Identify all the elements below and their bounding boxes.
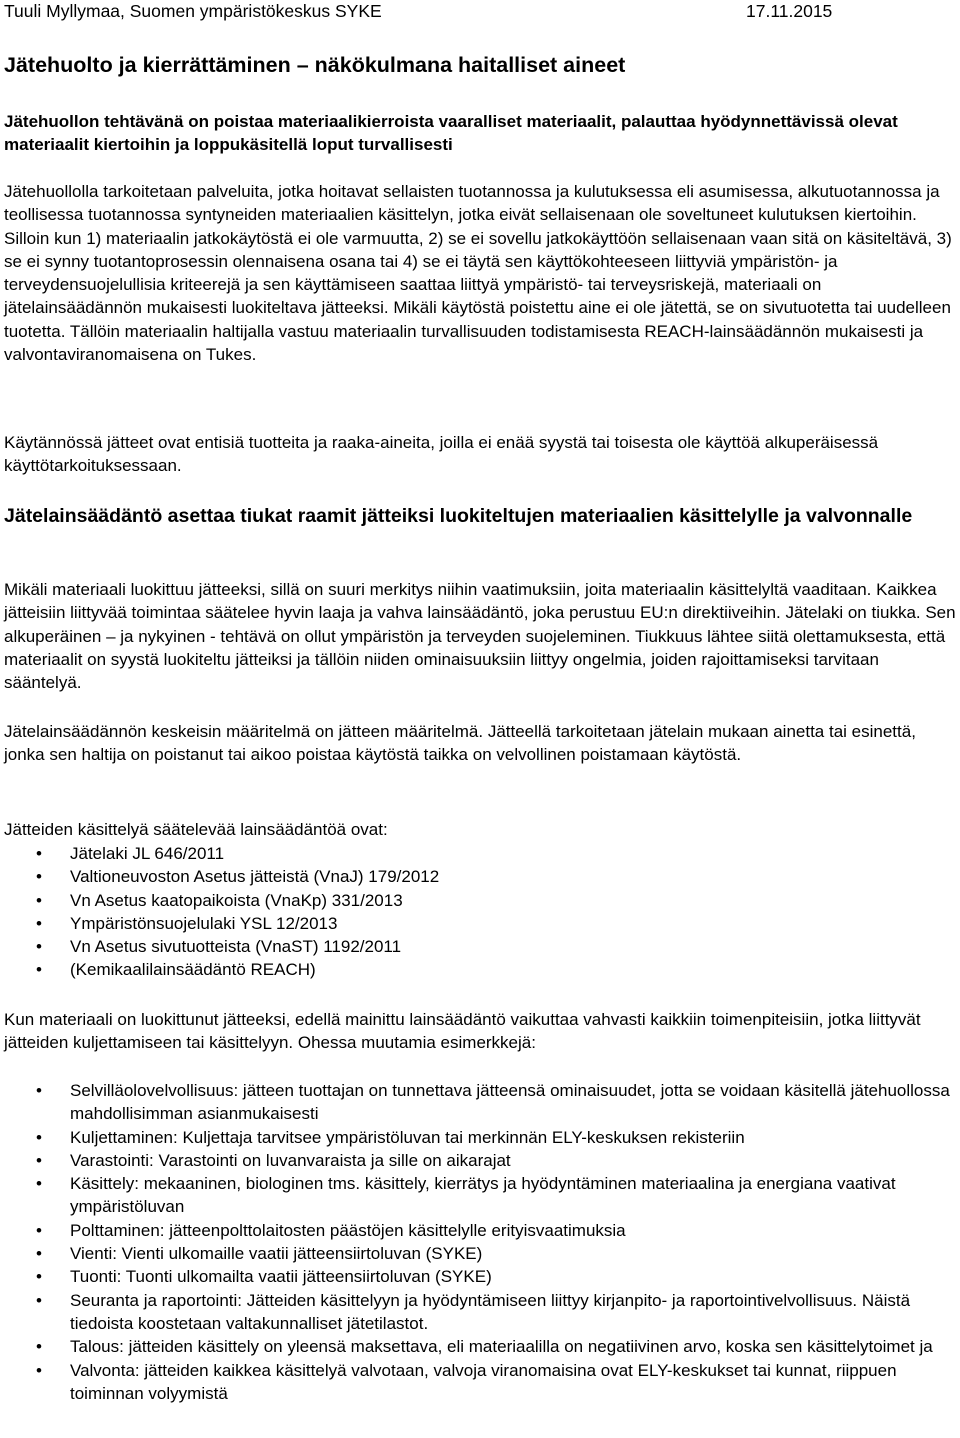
list-item [4,1219,956,1242]
header-author: Tuuli Myllymaa, Suomen ympäristökeskus SYKE [4,1,382,21]
list-item [4,958,956,981]
example-item-text: Kuljettaminen: Kuljettaja tarvitsee ympäristöluvan tai merkinnän ELY-keskuksen rekisteriin [70,1127,745,1147]
section-2-paragraph-1-block [4,578,956,694]
header-date: 17.11.2015 [746,1,833,21]
bullet-icon: • [36,1150,42,1170]
examples-list [4,1079,956,1405]
bullet-icon: • [36,867,42,887]
section-1 [4,110,956,156]
bullet-icon: • [36,913,42,933]
list-item [4,889,956,912]
bullet-icon: • [36,844,42,863]
example-item-text: Tuonti: Tuonti ulkomailta vaatii jätteensiirtoluvan (SYKE) [70,1267,492,1287]
bullet-icon: • [36,1081,42,1100]
list-item [4,1149,956,1172]
section-1-subheading: Jätehuollon tehtävänä on poistaa materiaalikierroista vaaralliset materiaalit, palauttaa hyödynnettävissä olevat materiaalit kiertoihin ja loppukäsitellä loput turvallisesti [4,112,898,154]
section-2-paragraph-3-block [4,1008,956,1055]
list-item [4,1359,956,1406]
section-2-paragraph-1: Mikäli materiaali luokittuu jätteeksi, sillä on suuri merkitys niihin vaatimuksiin, joita materiaalin käsittelyltä vaaditaan. Kaikkea jätteisiin liittyvää toimintaa säätelee hyvin laaja ja vahva lainsäädäntö, joka perustuu EU:n direktiiveihin. Jätelaki on tiukka. Sen alkuperäinen – ja nykyinen - tehtävä on ollut ympäristön ja terveyden suojeleminen. Tiukkuus lähtee siitä olettamuksesta, että materiaalit on syystä luokiteltu jätteiksi ja tällöin niiden ominaisuuksiin liittyy ongelmia, joiden rajoittamiseksi tarvitaan sääntelyä. [4,580,956,693]
bullet-icon: • [36,1220,42,1240]
section-2-paragraph-2-block [4,720,956,767]
section-1-paragraph-1-block [4,180,956,366]
bullet-icon: • [36,1337,42,1357]
section-1-paragraph-1: Jätehuollolla tarkoitetaan palveluita, jotka hoitavat sellaisten tuotannossa ja kulutuksessa eli asumisessa, alkutuotannossa ja teollisessa tuotannossa syntyneiden materiaalien käsittelyn, jotka eivät sellaisenaan ole soveltuneet kulutuksen kiertoihin. Silloin kun 1) materiaalin jatkokäytöstä ei ole varmuutta, 2) se ei sovellu jatkokäyttöön sellaisenaan vaan sitä on käsiteltävä, 3) se ei synny tuotantoprosessin olennaisena osana tai 4) se ei täytä sen käyttökohteeseen liittyviä ympäristön- ja terveydensuojelullisia kriteerejä ja sen käyttämiseen saattaa liittyä ympäristö- tai terveysriskejä, materiaali on jätelainsäädännön mukaisesti luokiteltava jätteeksi. Mikäli käytöstä poistettu aine ei ole jätettä, se on sivutuotetta tai uudelleen tuotetta. Tällöin materiaalin haltijalla vastuu materiaalin turvallisuuden todistamisesta REACH-lainsäädännön mukaisesti ja valvontaviranomaisena on Tukes. [4,182,952,365]
example-item-text: Seuranta ja raportointi: Jätteiden käsittelyyn ja hyödyntämiseen liittyy kirjanpito- ja raportointivelvollisuus. Näistä tiedoista koostetaan valtakunnalliset jätetilastot. [70,1290,911,1333]
list-item [4,935,956,958]
law-item-text: Vn Asetus sivutuotteista (VnaST) 1192/2011 [70,937,402,957]
bullet-icon: • [36,1174,42,1194]
list-item [4,912,956,935]
example-item-text: Käsittely: mekaaninen, biologinen tms. käsittely, kierrätys ja hyödyntäminen materiaalina ja energiana vaativat ympäristöluvan [70,1174,896,1217]
laws-list [4,842,956,982]
example-item-text: Polttaminen: jätteenpolttolaitosten päästöjen käsittelylle erityisvaatimuksia [70,1220,626,1240]
bullet-icon: • [36,960,42,980]
list-item [4,1172,956,1219]
laws-list-block [4,842,956,982]
section-2-heading: Jätelainsäädäntö asettaa tiukat raamit jätteiksi luokiteltujen materiaalien käsittelylle ja valvonnalle [4,505,913,527]
list-item [4,1126,956,1149]
examples-list-block [4,1079,956,1405]
list-item [4,842,956,865]
section-2-paragraph-2: Jätelainsäädännön keskeisin määritelmä on jätteen määritelmä. Jätteellä tarkoitetaan jätelain mukaan ainetta tai esinettä, jonka sen haltija on poistanut tai aikoo poistaa käytöstä taikka on velvollinen poistamaan käytöstä. [4,722,916,765]
bullet-icon: • [36,890,42,910]
document-page [4,0,956,1403]
law-item-text: Valtioneuvoston Asetus jätteistä (VnaJ) 179/2012 [70,867,440,887]
section-2-paragraph-3: Kun materiaali on luokittunut jätteeksi, edellä mainittu lainsäädäntö vaikuttaa vahvasti kaikkiin toimenpiteisiin, jotka liittyvät jätteiden kuljettamiseen tai käsittelyyn. Ohessa muutamia esimerkkejä: [4,1010,921,1053]
section-1-paragraph-2: Käytännössä jätteet ovat entisiä tuotteita ja raaka-aineita, joilla ei enää syystä tai toisesta ole käyttöä alkuperäisessä käyttötarkoituksessaan. [4,433,879,476]
example-item-text: Valvonta: jätteiden kaikkea käsittelyä valvotaan, valvoja viranomaisina ovat ELY-keskukset tai kunnat, riippuen toiminnan volyymistä [70,1360,897,1403]
law-item-text: Ympäristönsuojelulaki YSL 12/2013 [70,913,338,933]
bullet-icon: • [36,1290,42,1310]
bullet-icon: • [36,1360,42,1380]
example-item-text: Varastointi: Varastointi on luvanvaraista ja sille on aikarajat [70,1150,511,1170]
law-item-text: (Kemikaalilainsäädäntö REACH) [70,960,316,980]
bullet-icon: • [36,1127,42,1147]
list-item [4,1289,956,1336]
list-item [4,1079,956,1126]
bullet-icon: • [36,937,42,957]
example-item-text: Selvilläolovelvollisuus: jätteen tuottajan on tunnettava jätteensä ominaisuudet, jotta se voidaan käsitellä jätehuollossa mahdollisimman asianmukaisesti [70,1081,950,1124]
laws-intro: Jätteiden käsittelyä säätelevää lainsäädäntöä ovat: [4,820,388,839]
page-header [4,0,956,24]
laws-intro-block [4,818,956,841]
document-title: Jätehuolto ja kierrättäminen – näkökulmana haitalliset aineet [4,53,626,77]
example-item-text: Talous: jätteiden käsittely on yleensä maksettava, eli materiaalilla on negatiivinen arvo, koska sen käsittelytoimet ja [70,1337,933,1357]
list-item [4,1242,956,1265]
section-1-paragraph-2-block [4,431,956,478]
list-item [4,1335,956,1358]
bullet-icon: • [36,1267,42,1287]
example-item-text: Vienti: Vienti ulkomaille vaatii jätteensiirtoluvan (SYKE) [70,1244,483,1264]
section-2-heading-block [4,503,956,529]
list-item [4,865,956,888]
bullet-icon: • [36,1244,42,1264]
law-item-text: Jätelaki JL 646/2011 [70,844,225,863]
law-item-text: Vn Asetus kaatopaikoista (VnaKp) 331/2013 [70,890,403,910]
list-item [4,1265,956,1288]
